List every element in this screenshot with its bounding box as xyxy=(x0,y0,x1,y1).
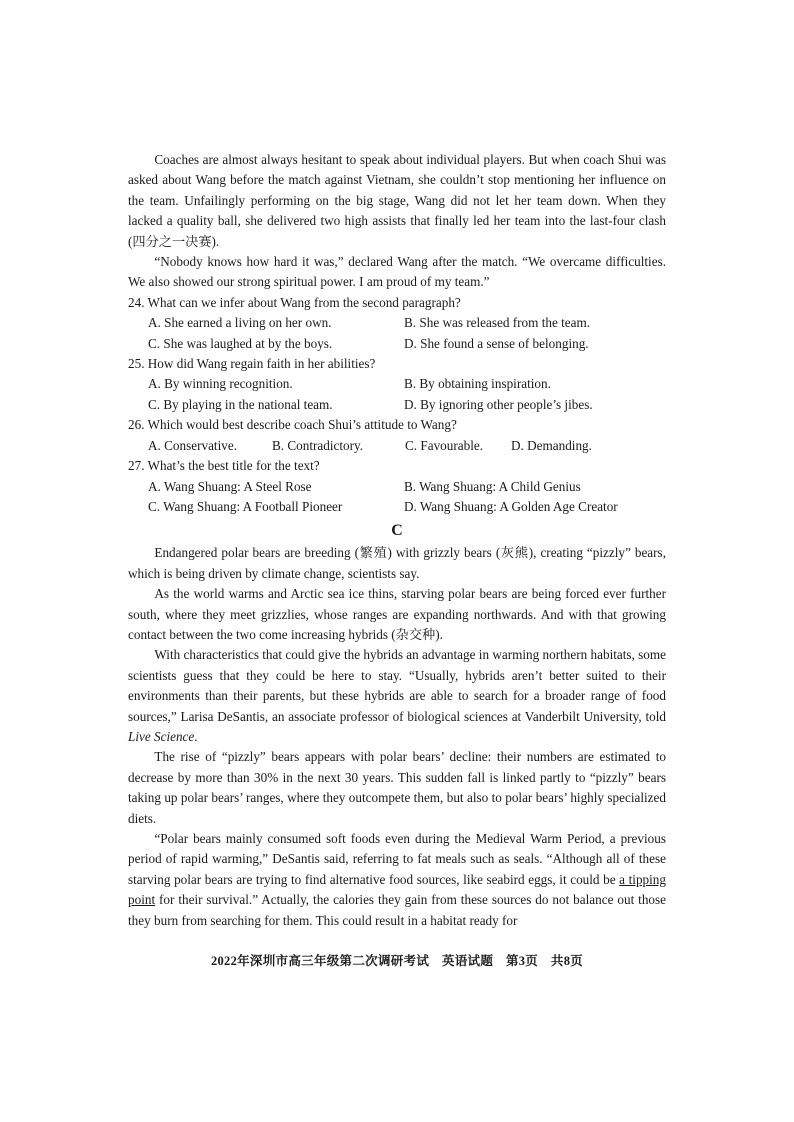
option-b: B. By obtaining inspiration. xyxy=(404,376,551,392)
option-b: B. Wang Shuang: A Child Genius xyxy=(404,478,581,494)
options xyxy=(128,477,666,518)
option-a: A. She earned a living on her own. xyxy=(148,315,332,331)
options xyxy=(128,374,666,415)
question-27 xyxy=(128,456,666,517)
paragraph-c-4: The rise of “pizzly” bears appears with polar bears’ decline: their numbers are estimated to decrease by more than 30% in the next 30 years. This sudden fall is linked partly to “pizzly” bears taking up polar bears’ ranges, where they outcompete them, but also to polar bears’ highly specialized diets. xyxy=(128,749,666,826)
option-d: D. By ignoring other people’s jibes. xyxy=(404,396,593,412)
paragraph-c-1: Endangered polar bears are breeding (繁殖) with grizzly bears (灰熊), creating “pizzly” bears, which is being driven by climate change, scientists say. xyxy=(128,545,666,581)
paragraph-c-2: As the world warms and Arctic sea ice thins, starving polar bears are being forced ever further south, where they meet grizzlies, whose ranges are expanding northwards. And with that growing contact between the two come increasing hybrids (杂交种). xyxy=(128,586,666,642)
options xyxy=(128,436,666,456)
option-a: A. Conservative. xyxy=(148,437,237,453)
option-c: C. Favourable. xyxy=(405,437,484,453)
paragraph-b-1: Coaches are almost always hesitant to speak about individual players. But when coach Shui was asked about Wang before the match against Vietnam, she couldn’t stop mentioning her influence on the team. Unfailingly performing on the big stage, Wang did not let her team down. When they lacked a quality ball, she delivered two high assists that finally led her team into the last-four clash (四分之一决赛). xyxy=(128,152,666,249)
paragraph-b-2: “Nobody knows how hard it was,” declared Wang after the match. “We overcame difficulties. We also showed our strong spiritual power. I am proud of my team.” xyxy=(128,254,666,290)
option-c: C. Wang Shuang: A Football Pioneer xyxy=(148,498,343,514)
paragraph-text-end: for their survival.” Actually, the calories they gain from these sources do not balance out those they burn from searching for them. This could result in a habitat ready for xyxy=(128,892,666,928)
question-stem: 27. What’s the best title for the text? xyxy=(128,458,320,474)
paragraph-c-5 xyxy=(128,829,666,931)
paragraph-c-3 xyxy=(128,645,666,747)
option-d: D. Demanding. xyxy=(511,437,592,453)
underlined-phrase: a tipping point xyxy=(128,871,666,908)
question-25 xyxy=(128,354,666,415)
question-stem: 25. How did Wang regain faith in her abilities? xyxy=(128,356,376,372)
question-26 xyxy=(128,415,666,456)
paragraph-text: “Polar bears mainly consumed soft foods even during the Medieval Warm Period, a previous period of rapid warming,” DeSantis said, referring to fat meals such as seals. “Although all of these starving polar bears are trying to find alternative food sources, like seabird eggs, it could be xyxy=(128,831,666,887)
page-footer: 2022年深圳市高三年级第二次调研考试 英语试题 第3页 共8页 xyxy=(210,954,584,968)
option-d: D. Wang Shuang: A Golden Age Creator xyxy=(404,498,618,514)
option-c: C. By playing in the national team. xyxy=(148,396,333,412)
section-heading-c: C xyxy=(391,522,403,540)
option-d: D. She found a sense of belonging. xyxy=(404,335,589,351)
options xyxy=(128,313,666,354)
question-stem: 26. Which would best describe coach Shui’s attitude to Wang? xyxy=(128,417,457,433)
option-c: C. She was laughed at by the boys. xyxy=(148,335,333,351)
question-stem: 24. What can we infer about Wang from the second paragraph? xyxy=(128,294,461,310)
paragraph-text: With characteristics that could give the hybrids an advantage in warming northern habitats, some scientists guess that they could be here to stay. “Usually, hybrids aren’t better suited to their environments than their parents, but these hybrids are able to search for a broader range of food sources,” Larisa DeSantis, an associate professor of biological sciences at Vanderbilt University, told xyxy=(128,647,666,724)
option-b: B. Contradictory. xyxy=(272,437,364,453)
option-a: A. By winning recognition. xyxy=(148,376,293,392)
paragraph-text-end: . xyxy=(194,728,198,744)
option-b: B. She was released from the team. xyxy=(404,315,591,331)
magazine-name: Live Science xyxy=(128,728,195,744)
option-a: A. Wang Shuang: A Steel Rose xyxy=(148,478,312,494)
question-24 xyxy=(128,293,666,354)
